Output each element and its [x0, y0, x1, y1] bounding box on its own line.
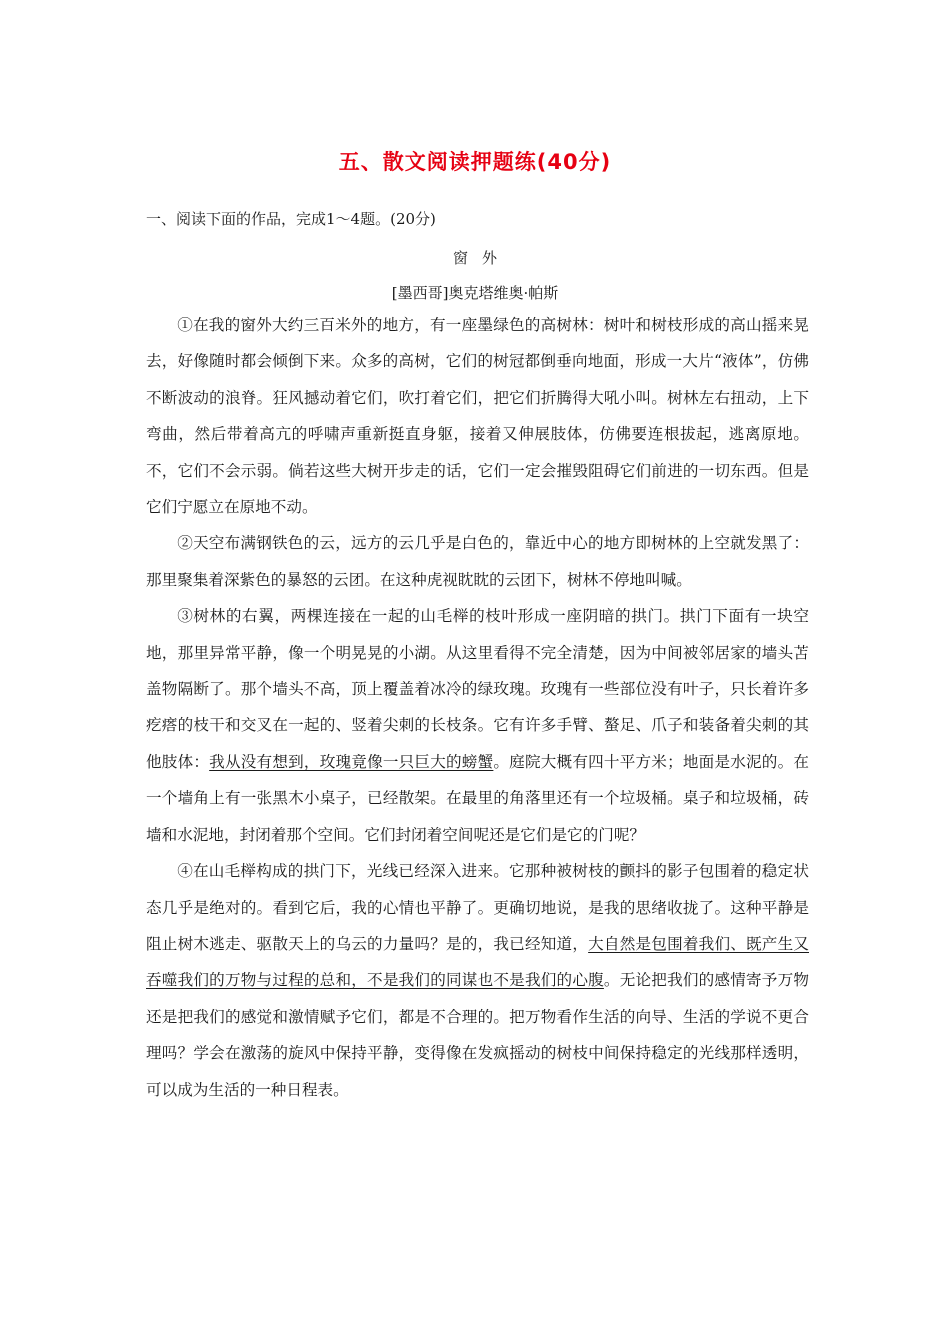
essay-author: [墨西哥]奥克塔维奥·帕斯: [391, 284, 559, 302]
paragraph-4: [146, 853, 809, 1108]
page-title: 五、散文阅读押题练(40分): [338, 150, 612, 174]
question-instruction: 一、阅读下面的作品，完成1～4题。(20分): [146, 210, 436, 228]
paragraph-text: ①在我的窗外大约三百米外的地方，有一座墨绿色的高树林：树叶和树枝形成的高山摇来晃去，好像随时都会倾倒下来。众多的高树，它们的树冠都倒垂向地面，形成一大片“液体”，仿佛不断波动的浪脊。狂风撼动着它们，吹打着它们，把它们折腾得大吼小叫。树林左右扭动，上下弯曲，然后带着高亢的呼啸声重新挺直身躯，接着又伸展肢体，仿佛要连根拔起，逃离原地。不，它们不会示弱。倘若这些大树开步走的话，它们一定会摧毁阻碍它们前进的一切东西。但是它们宁愿立在原地不动。: [146, 316, 809, 517]
paragraph-text: ④在山毛榉构成的拱门下，光线已经深入进来。它那种被树枝的颤抖的影子包围着的稳定状态几乎是绝对的。看到它后，我的心情也平静了。更确切地说，是我的思绪收拢了。这种平静是阻止树木逃走、驱散天上的乌云的力量吗？是的，我已经知道，: [146, 862, 809, 953]
underlined-sentence: 大自然是包围着我们、既产生又吞噬我们的万物与过程的总和，不是我们的同谋也不是我们的心腹: [146, 934, 809, 990]
paragraph-text: 。庭院大概有四十平方米；地面是水泥的。在一个墙角上有一张黑木小桌子，已经散架。在最里的角落里还有一个垃圾桶。桌子和垃圾桶，砖墙和水泥地，封闭着那个空间。它们封闭着空间呢还是它们是它的门呢？: [146, 752, 809, 844]
paragraph-text: 。无论把我们的感情寄予万物还是把我们的感觉和激情赋予它们，都是不合理的。把万物看作生活的向导、生活的学说不更合理吗？学会在激荡的旋风中保持平静，变得像在发疯摇动的树枝中间保持稳定的光线那样透明，可以成为生活的一种日程表。: [146, 971, 809, 1099]
paragraph-text: ②天空布满钢铁色的云，远方的云几乎是白色的，靠近中心的地方即树林的上空就发黑了：那里聚集着深紫色的暴怒的云团。在这种虎视眈眈的云团下，树林不停地叫喊。: [146, 534, 809, 589]
essay-title: 窗外: [452, 249, 511, 267]
paragraph-1: [146, 307, 809, 525]
essay-body: [146, 307, 809, 1108]
paragraph-2: [146, 525, 809, 598]
paragraph-text: ③树林的右翼，两棵连接在一起的山毛榉的枝叶形成一座阴暗的拱门。拱门下面有一块空地，那里异常平静，像一个明晃晃的小湖。从这里看得不完全清楚，因为中间被邻居家的墙头苫盖物隔断了。那个墙头不高，顶上覆盖着冰冷的绿玫瑰。玫瑰有一些部位没有叶子，只长着许多疙瘩的枝干和交叉在一起的、竖着尖刺的长枝条。它有许多手臂、螯足、爪子和装备着尖刺的其他肢体：: [146, 607, 809, 771]
underlined-sentence: 我从没有想到，玫瑰竟像一只巨大的螃蟹: [209, 752, 494, 771]
paragraph-3: [146, 598, 809, 853]
